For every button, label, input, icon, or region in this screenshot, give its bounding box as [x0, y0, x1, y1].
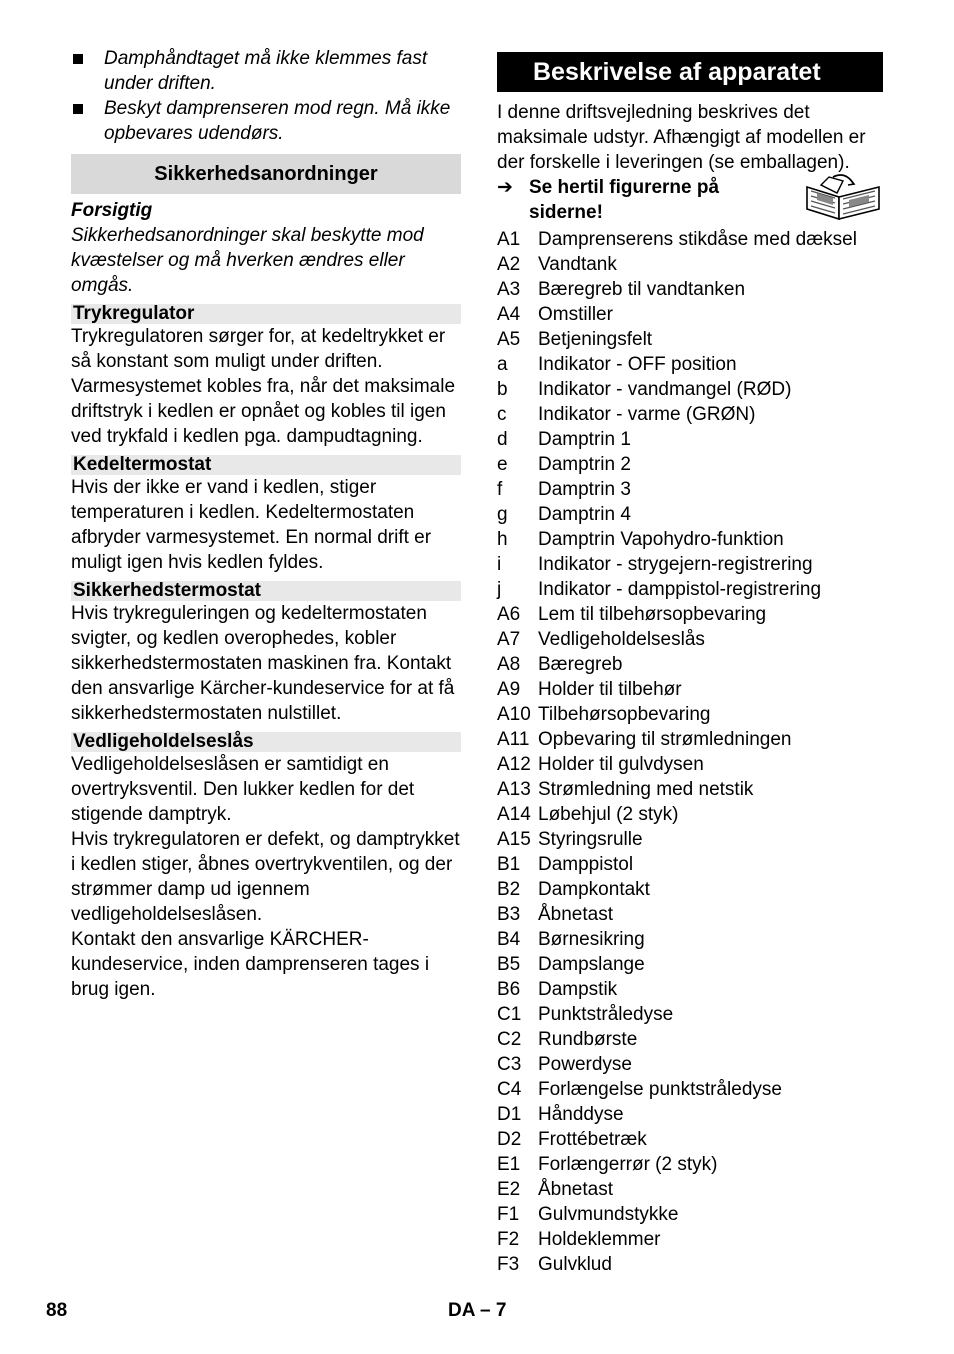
legend-label: Damptrin 2 — [538, 454, 631, 475]
book-icon — [803, 173, 883, 221]
legend-code: A4 — [497, 304, 521, 325]
legend-code: A8 — [497, 654, 521, 675]
paragraph: Hvis trykregulatoren er defekt, og damptrykket i kedlen stiger, åbnes overtrykventilen, og der strømmer damp ud igennem vedligeholdelseslåsen. — [71, 829, 460, 925]
legend-label: Indikator - strygejern-registrering — [538, 554, 813, 575]
caution-text: Sikkerhedsanordninger skal beskytte mod kvæstelser og må hverken ændres eller omgås. — [71, 225, 424, 296]
legend-item — [497, 627, 883, 652]
legend-label: Forlængerrør (2 styk) — [538, 1154, 718, 1175]
legend-item — [497, 602, 883, 627]
legend-code: E2 — [497, 1179, 521, 1200]
legend-item — [497, 327, 883, 352]
legend-code: A1 — [497, 229, 521, 250]
legend-code: A12 — [497, 754, 531, 775]
legend-code: i — [497, 554, 502, 575]
legend-label: Åbnetast — [538, 1179, 613, 1200]
legend-label: Gulvklud — [538, 1254, 612, 1275]
main-heading: Beskrivelse af apparatet — [497, 52, 883, 92]
legend-label: Damptrin 4 — [538, 504, 631, 525]
legend-label: Opbevaring til strømledningen — [538, 729, 792, 750]
legend-item — [497, 727, 883, 752]
legend-label: Holder til tilbehør — [538, 679, 682, 700]
legend-code: C4 — [497, 1079, 522, 1100]
legend-code: f — [497, 479, 503, 500]
legend-item — [497, 527, 883, 552]
legend-code: d — [497, 429, 508, 450]
legend-item — [497, 702, 883, 727]
legend-item — [497, 452, 883, 477]
legend-item — [497, 352, 883, 377]
legend-label: Betjeningsfelt — [538, 329, 653, 350]
legend-code: E1 — [497, 1154, 521, 1175]
legend-code: B3 — [497, 904, 521, 925]
legend-label: Åbnetast — [538, 904, 613, 925]
legend-label: Holder til gulvdysen — [538, 754, 704, 775]
legend-label: Strømledning med netstik — [538, 779, 754, 800]
section-page-label: DA – 7 — [448, 1300, 507, 1321]
legend-item — [497, 652, 883, 677]
legend-label: Vandtank — [538, 254, 617, 275]
legend-code: A2 — [497, 254, 521, 275]
legend-code: e — [497, 454, 508, 475]
arrow-right-icon: ➔ — [497, 177, 513, 198]
legend-item — [497, 1202, 883, 1227]
legend-code: A11 — [497, 729, 530, 750]
legend-code: F2 — [497, 1229, 520, 1250]
legend-item — [497, 402, 883, 427]
bullet-item: Damphåndtaget må ikke klemmes fast under driften. — [71, 46, 461, 96]
paragraph: Vedligeholdelseslåsen er samtidigt en overtryksventil. Den lukker kedlen for det stigende damptryk. — [71, 754, 415, 825]
legend-label: Damprenserens stikdåse med dæksel — [538, 229, 857, 250]
legend-item — [497, 852, 883, 877]
legend-item — [497, 477, 883, 502]
legend-item — [497, 1252, 883, 1277]
legend-code: A10 — [497, 704, 531, 725]
legend-code: g — [497, 504, 508, 525]
component-legend — [497, 227, 883, 1277]
subheading-vedligeholdelseslaas: Vedligeholdelseslås — [71, 732, 461, 752]
legend-label: Tilbehørsopbevaring — [538, 704, 711, 725]
legend-item — [497, 377, 883, 402]
paragraph: Hvis trykreguleringen og kedeltermostaten svigter, og kedlen overophedes, kobler sikkerhedstermostaten maskinen fra. Kontakt den ansvarlige Kärcher-kundeservice for at få sikkerhedstermostaten nulstillet. — [71, 603, 455, 724]
legend-item — [497, 677, 883, 702]
legend-code: A6 — [497, 604, 521, 625]
square-bullet-icon — [73, 54, 83, 64]
legend-code: D1 — [497, 1104, 522, 1125]
warning-bullets — [71, 46, 461, 146]
legend-label: Rundbørste — [538, 1029, 638, 1050]
legend-label: Styringsrulle — [538, 829, 643, 850]
figure-reference — [497, 175, 883, 227]
section-heading: Sikkerhedsanordninger — [71, 154, 461, 194]
legend-item — [497, 877, 883, 902]
legend-label: Holdeklemmer — [538, 1229, 661, 1250]
legend-item — [497, 927, 883, 952]
legend-item — [497, 1002, 883, 1027]
page-number: 88 — [46, 1300, 68, 1321]
legend-item — [497, 752, 883, 777]
legend-code: A13 — [497, 779, 531, 800]
legend-code: C1 — [497, 1004, 522, 1025]
legend-label: Vedligeholdelseslås — [538, 629, 705, 650]
legend-code: A15 — [497, 829, 531, 850]
legend-label: Damptrin 1 — [538, 429, 631, 450]
legend-label: Indikator - vandmangel (RØD) — [538, 379, 792, 400]
legend-code: A9 — [497, 679, 521, 700]
legend-item — [497, 1127, 883, 1152]
legend-code: A5 — [497, 329, 521, 350]
legend-item — [497, 1227, 883, 1252]
legend-code: F3 — [497, 1254, 520, 1275]
subheading-kedeltermostat: Kedeltermostat — [71, 455, 461, 475]
legend-code: A7 — [497, 629, 521, 650]
legend-item — [497, 552, 883, 577]
legend-label: Damptrin 3 — [538, 479, 631, 500]
legend-label: Dampslange — [538, 954, 645, 975]
legend-label: Indikator - varme (GRØN) — [538, 404, 756, 425]
intro-paragraph: I denne driftsvejledning beskrives det maksimale udstyr. Afhængigt af modellen er der forskelle i leveringen (se emballagen). — [497, 102, 866, 173]
legend-label: Dampkontakt — [538, 879, 650, 900]
legend-label: Indikator - OFF position — [538, 354, 737, 375]
legend-label: Damppistol — [538, 854, 634, 875]
legend-item — [497, 427, 883, 452]
legend-code: B6 — [497, 979, 521, 1000]
legend-label: Damptrin Vapohydro-funktion — [538, 529, 784, 550]
legend-item — [497, 1102, 883, 1127]
subheading-trykregulator: Trykregulator — [71, 304, 461, 324]
legend-label: Punktstråledyse — [538, 1004, 674, 1025]
legend-item — [497, 902, 883, 927]
legend-code: C3 — [497, 1054, 522, 1075]
paragraph: Kontakt den ansvarlige KÄRCHER-kundeservice, inden damprenseren tages i brug igen. — [71, 929, 430, 1000]
legend-label: Forlængelse punktstråledyse — [538, 1079, 782, 1100]
legend-code: a — [497, 354, 508, 375]
legend-item — [497, 1052, 883, 1077]
legend-label: Lem til tilbehørsopbevaring — [538, 604, 767, 625]
legend-label: Børnesikring — [538, 929, 645, 950]
legend-code: B5 — [497, 954, 521, 975]
legend-label: Bæregreb til vandtanken — [538, 279, 746, 300]
legend-item — [497, 952, 883, 977]
legend-code: B1 — [497, 854, 521, 875]
legend-item — [497, 827, 883, 852]
legend-label: Gulvmundstykke — [538, 1204, 679, 1225]
legend-item — [497, 502, 883, 527]
legend-code: h — [497, 529, 508, 550]
right-column — [497, 52, 883, 1277]
legend-label: Bæregreb — [538, 654, 623, 675]
legend-item — [497, 1077, 883, 1102]
legend-code: B2 — [497, 879, 521, 900]
legend-item — [497, 227, 883, 252]
legend-code: A3 — [497, 279, 521, 300]
legend-code: c — [497, 404, 507, 425]
legend-code: b — [497, 379, 508, 400]
legend-code: F1 — [497, 1204, 520, 1225]
legend-label: Hånddyse — [538, 1104, 624, 1125]
legend-code: j — [497, 579, 502, 600]
legend-label: Frottébetræk — [538, 1129, 647, 1150]
legend-item — [497, 1177, 883, 1202]
legend-code: D2 — [497, 1129, 522, 1150]
bullet-item: Beskyt damprenseren mod regn. Må ikke opbevares udendørs. — [71, 96, 461, 146]
legend-item — [497, 1152, 883, 1177]
caution-title: Forsigtig — [71, 200, 153, 221]
legend-code: B4 — [497, 929, 521, 950]
legend-code: A14 — [497, 804, 531, 825]
legend-item — [497, 302, 883, 327]
legend-item — [497, 977, 883, 1002]
left-column — [71, 46, 461, 1002]
legend-label: Løbehjul (2 styk) — [538, 804, 679, 825]
paragraph: Trykregulatoren sørger for, at kedeltrykket er så konstant som muligt under driften. Varmesystemet kobles fra, når det maksimale driftstryk i kedlen er opnået og kobles til igen ved trykfald i kedlen pga. dampudtagning. — [71, 326, 456, 447]
legend-label: Omstiller — [538, 304, 613, 325]
legend-item — [497, 577, 883, 602]
legend-item — [497, 252, 883, 277]
legend-label: Indikator - damppistol-registrering — [538, 579, 822, 600]
square-bullet-icon — [73, 104, 83, 114]
legend-item — [497, 802, 883, 827]
subheading-sikkerhedstermostat: Sikkerhedstermostat — [71, 581, 461, 601]
legend-item — [497, 777, 883, 802]
legend-item — [497, 1027, 883, 1052]
paragraph: Hvis der ikke er vand i kedlen, stiger temperaturen i kedlen. Kedeltermostaten afbryder varmesystemet. En normal drift er muligt igen hvis kedlen fyldes. — [71, 477, 432, 573]
legend-code: C2 — [497, 1029, 522, 1050]
legend-label: Powerdyse — [538, 1054, 632, 1075]
legend-label: Dampstik — [538, 979, 618, 1000]
legend-item — [497, 277, 883, 302]
reference-text: Se hertil figurerne på siderne! — [529, 177, 720, 223]
